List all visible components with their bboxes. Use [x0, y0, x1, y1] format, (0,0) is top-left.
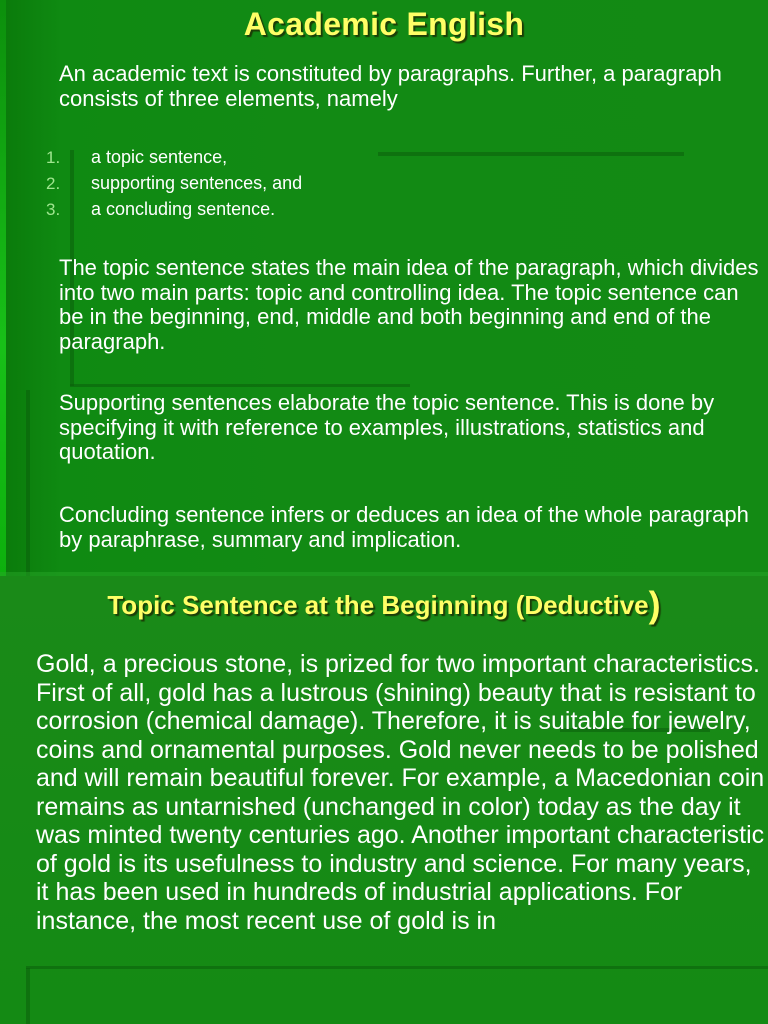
supporting-sentences-paragraph: Supporting sentences elaborate the topic sentence. This is done by specifying it with reference to examples, illustrations, statistics and quotation. — [59, 390, 715, 464]
title-closing-paren: ) — [648, 584, 661, 625]
intro-paragraph: An academic text is constituted by paragraphs. Further, a paragraph consists of three elements, namely — [59, 61, 722, 111]
decorative-bar — [26, 966, 768, 969]
slide-title: Academic English — [243, 6, 525, 42]
title-text: Topic Sentence at the Beginning (Deductive — [107, 590, 649, 620]
list-number: 1. — [46, 148, 61, 167]
elements-list — [46, 146, 302, 224]
list-text: supporting sentences, and — [91, 173, 303, 193]
slide-title — [0, 584, 768, 626]
concluding-sentence-paragraph: Concluding sentence infers or deduces an idea of the whole paragraph by paraphrase, summary and implication. — [59, 502, 749, 552]
list-number: 3. — [46, 200, 61, 219]
gold-paragraph: Gold, a precious stone, is prized for two important characteristics. First of all, gold has a lustrous (shining) beauty that is resistant to corrosion (chemical damage). Therefore, it is suitable for jewelry, coins and ornamental purposes. Gold never needs to be polished and will remain beautiful forever. For example, a Macedonian coin remains as untarnished (unchanged in color) today as the day it was minted twenty centuries ago. Another important characteristic of gold is its usefulness to industry and science. For many years, it has been used in hundreds of industrial applications. For instance, the most recent use of gold is in — [36, 650, 765, 935]
left-edge-glow — [0, 0, 6, 576]
decorative-bar — [26, 968, 30, 1024]
list-item — [46, 172, 302, 198]
topic-sentence-paragraph: The topic sentence states the main idea of the paragraph, which divides into two main parts: topic and controlling idea. The topic sentence can be in the beginning, end, middle and both beginning and end of the paragraph. — [59, 255, 759, 354]
decorative-bar — [26, 390, 30, 576]
list-number: 2. — [46, 174, 61, 193]
list-item — [46, 146, 302, 172]
decorative-bar — [378, 152, 684, 156]
list-item — [46, 198, 302, 224]
decorative-bar — [70, 384, 410, 387]
slide-topic-sentence-beginning — [0, 576, 768, 1024]
list-text: a concluding sentence. — [91, 199, 276, 219]
list-text: a topic sentence, — [91, 147, 228, 167]
